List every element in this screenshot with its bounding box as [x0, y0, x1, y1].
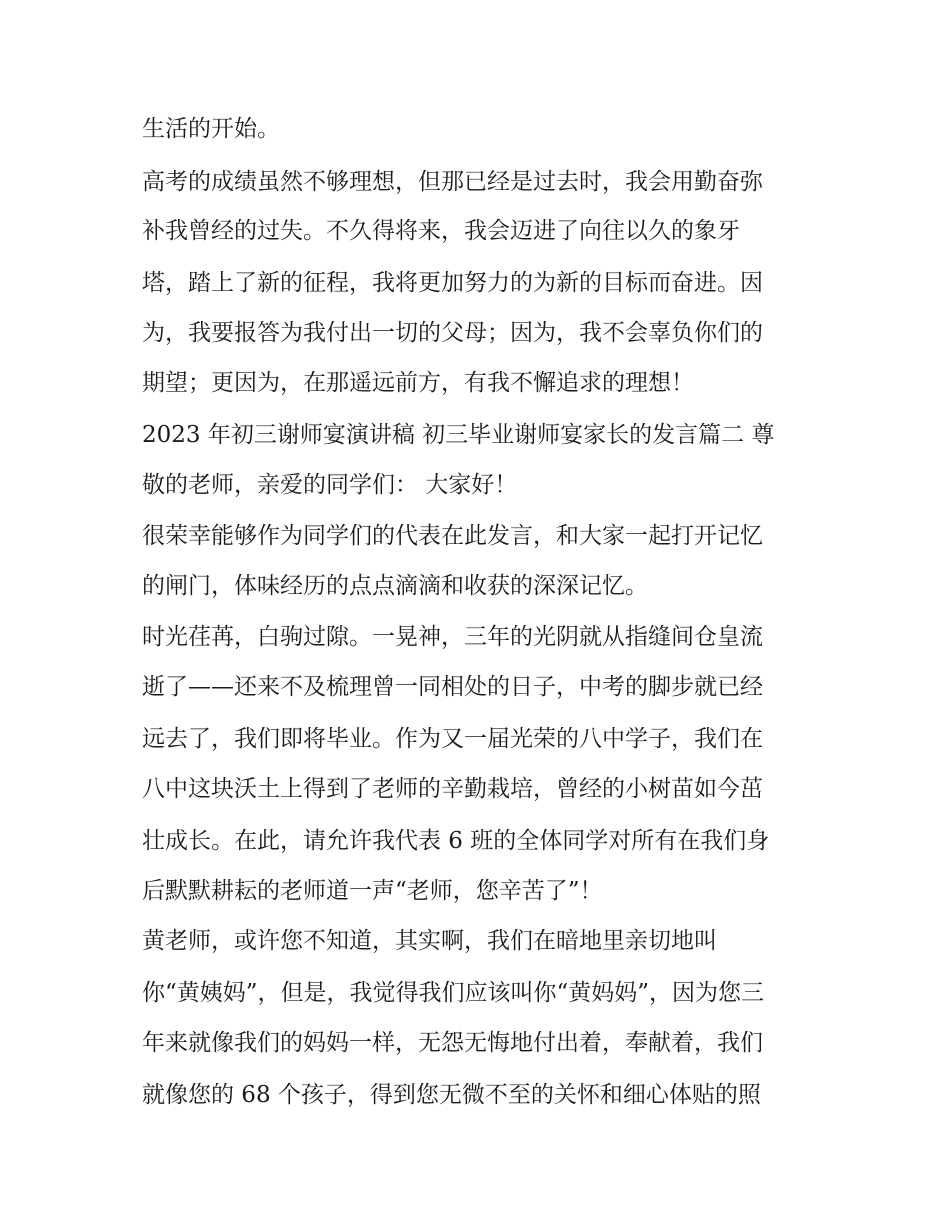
text-line: 黄老师，或许您不知道，其实啊，我们在暗地里亲切地叫 [142, 928, 717, 954]
text-line: 敬的老师，亲爱的同学们： 大家好！ [142, 472, 518, 498]
text-line: 年来就像我们的妈妈一样，无怨无悔地付出着，奉献着，我们 [142, 1030, 763, 1056]
text-line: 补我曾经的过失。不久得将来，我会迈进了向往以久的象牙 [142, 218, 740, 244]
text-line: 高考的成绩虽然不够理想，但那已经是过去时，我会用勤奋弥 [142, 169, 763, 195]
text-line: 的闸门，体味经历的点点滴滴和收获的深深记忆。 [142, 573, 648, 599]
text-line: 为，我要报答为我付出一切的父母；因为，我不会辜负你们的 [142, 320, 763, 346]
text-line: 后默默耕耘的老师道一声“老师，您辛苦了”！ [142, 878, 603, 904]
text-line: 生活的开始。 [142, 116, 280, 142]
text-line: 远去了，我们即将毕业。作为又一届光荣的八中学子，我们在 [142, 726, 763, 752]
text-line: 很荣幸能够作为同学们的代表在此发言，和大家一起打开记忆 [142, 523, 763, 549]
text-line: 时光荏苒，白驹过隙。一晃神，三年的光阴就从指缝间仓皇流 [142, 624, 763, 650]
text-line: 八中这块沃土上得到了老师的辛勤栽培，曾经的小树苗如今茁 [142, 776, 763, 802]
text-line: 2023 年初三谢师宴演讲稿 初三毕业谢师宴家长的发言篇二 尊 [142, 422, 775, 448]
text-line: 塔，踏上了新的征程，我将更加努力的为新的目标而奋进。因 [142, 270, 763, 296]
text-line: 你“黄姨妈”，但是，我觉得我们应该叫你“黄妈妈”，因为您三 [142, 980, 765, 1006]
text-line: 壮成长。在此，请允许我代表 6 班的全体同学对所有在我们身 [142, 828, 770, 854]
text-line: 就像您的 68 个孩子，得到您无微不至的关怀和细心体贴的照 [142, 1082, 761, 1108]
text-line: 逝了——还来不及梳理曾一同相处的日子，中考的脚步就已经 [142, 674, 763, 700]
text-line: 期望；更因为，在那遥远前方，有我不懈追求的理想！ [142, 370, 694, 396]
